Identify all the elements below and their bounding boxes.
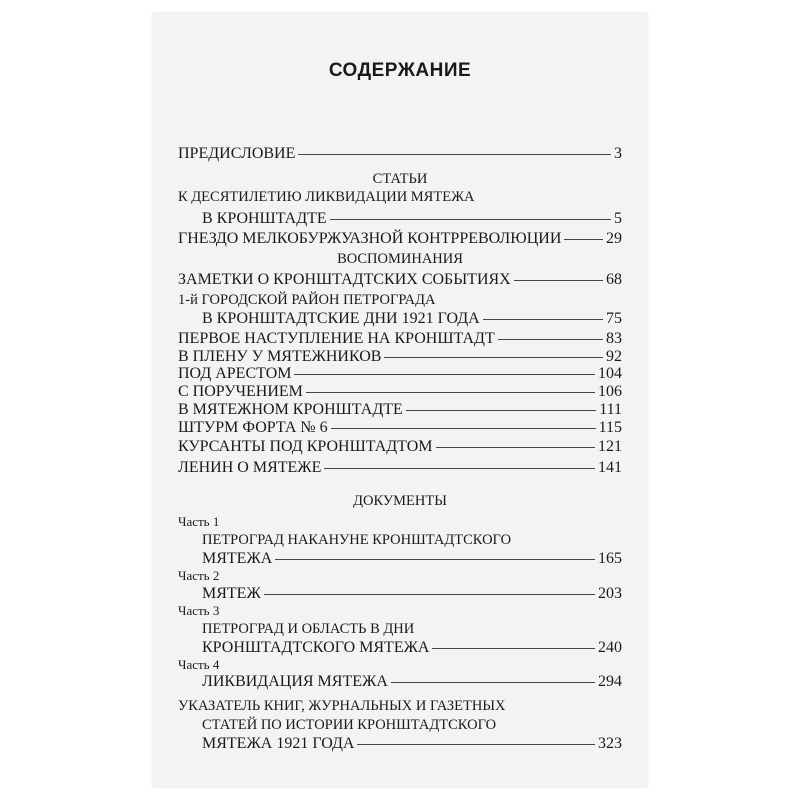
entry-title: МЯТЕЖА <box>202 550 273 567</box>
toc-entry-part-3 <box>202 639 622 657</box>
toc-entry-article-2 <box>178 230 622 248</box>
entry-title: КРОНШТАДТСКОГО МЯТЕЖА <box>202 639 430 656</box>
entry-title: ЛИКВИДАЦИЯ МЯТЕЖА <box>202 673 388 690</box>
book-page <box>152 12 648 788</box>
leader-dots <box>331 428 596 429</box>
leader-dots <box>406 410 596 411</box>
entry-title: ЗАМЕТКИ О КРОНШТАДТСКИХ СОБЫТИЯХ <box>178 271 511 288</box>
part-label: Часть 1 <box>178 514 220 529</box>
entry-title: В КРОНШТАДТСКИЕ ДНИ 1921 ГОДА <box>202 310 480 327</box>
entry-page: 141 <box>598 459 622 476</box>
leader-dots <box>498 339 603 340</box>
entry-title: ШТУРМ ФОРТА № 6 <box>178 419 328 436</box>
entry-title: МЯТЕЖ <box>202 585 261 602</box>
entry-title: С ПОРУЧЕНИЕМ <box>178 383 303 400</box>
leader-dots <box>564 239 603 240</box>
entry-page: 294 <box>598 673 622 690</box>
leader-dots <box>391 682 595 683</box>
toc-entry-memoir-3 <box>178 330 622 348</box>
entry-title: ГНЕЗДО МЕЛКОБУРЖУАЗНОЙ КОНТРРЕВОЛЮЦИИ <box>178 230 562 247</box>
leader-dots <box>264 594 595 595</box>
toc-entry-part-1 <box>202 550 622 568</box>
entry-page: 68 <box>606 271 622 288</box>
toc-title: СОДЕРЖАНИЕ <box>328 60 472 81</box>
toc-entry-memoir-10 <box>178 459 622 477</box>
entry-page: 83 <box>606 330 622 347</box>
entry-title: В ПЛЕНУ У МЯТЕЖНИКОВ <box>178 348 382 365</box>
leader-dots <box>324 468 595 469</box>
toc-entry-memoir-2 <box>202 310 622 328</box>
entry-page: 111 <box>599 401 622 418</box>
leader-dots <box>436 447 595 448</box>
entry-page: 104 <box>598 365 622 382</box>
toc-entry-memoir-1 <box>178 271 622 289</box>
entry-page: 115 <box>598 419 622 436</box>
section-heading-documents: ДОКУМЕНТЫ <box>353 493 447 509</box>
leader-dots <box>514 280 603 281</box>
toc-entry-line: 1-й ГОРОДСКОЙ РАЙОН ПЕТРОГРАДА <box>178 292 436 308</box>
entry-page: 5 <box>614 210 622 227</box>
leader-dots <box>275 559 595 560</box>
entry-title: В КРОНШТАДТЕ <box>202 210 327 227</box>
entry-title: ЛЕНИН О МЯТЕЖЕ <box>178 459 322 476</box>
part-label: Часть 3 <box>178 603 220 618</box>
toc-entry-line: СТАТЕЙ ПО ИСТОРИИ КРОНШТАДТСКОГО <box>202 717 497 733</box>
entry-title: ПЕРВОЕ НАСТУПЛЕНИЕ НА КРОНШТАДТ <box>178 330 495 347</box>
leader-dots <box>483 319 603 320</box>
leader-dots <box>330 219 611 220</box>
entry-page: 3 <box>614 145 622 162</box>
entry-title: В МЯТЕЖНОМ КРОНШТАДТЕ <box>178 401 403 418</box>
entry-title: КУРСАНТЫ ПОД КРОНШТАДТОМ <box>178 438 433 455</box>
leader-dots <box>306 392 595 393</box>
toc-entry-memoir-9 <box>178 438 622 456</box>
toc-entry-memoir-7 <box>178 401 622 419</box>
entry-page: 121 <box>598 438 622 455</box>
toc-entry-preface <box>178 145 622 163</box>
toc-entry-memoir-6 <box>178 383 622 401</box>
leader-dots <box>294 374 595 375</box>
entry-page: 323 <box>598 735 622 752</box>
toc-entry-memoir-8 <box>178 419 622 437</box>
toc-entry-line: УКАЗАТЕЛЬ КНИГ, ЖУРНАЛЬНЫХ И ГАЗЕТНЫХ <box>178 698 506 714</box>
toc-entry-line: ПЕТРОГРАД И ОБЛАСТЬ В ДНИ <box>202 621 415 637</box>
entry-page: 240 <box>598 639 622 656</box>
leader-dots <box>298 154 611 155</box>
entry-title: ПРЕДИСЛОВИЕ <box>178 145 296 162</box>
leader-dots <box>384 357 603 358</box>
toc-entry-memoir-5 <box>178 365 622 383</box>
toc-entry-line: К ДЕСЯТИЛЕТИЮ ЛИКВИДАЦИИ МЯТЕЖА <box>178 189 475 205</box>
toc-entry-line: ПЕТРОГРАД НАКАНУНЕ КРОНШТАДТСКОГО <box>202 532 512 548</box>
toc-entry-memoir-4 <box>178 348 622 366</box>
entry-page: 106 <box>598 383 622 400</box>
leader-dots <box>432 648 595 649</box>
entry-page: 75 <box>606 310 622 327</box>
toc-entry-part-2 <box>202 585 622 603</box>
entry-page: 165 <box>598 550 622 567</box>
section-heading-articles: СТАТЬИ <box>372 171 428 187</box>
entry-title: ПОД АРЕСТОМ <box>178 365 292 382</box>
entry-page: 203 <box>598 585 622 602</box>
entry-title: МЯТЕЖА 1921 ГОДА <box>202 735 355 752</box>
entry-page: 92 <box>606 348 622 365</box>
part-label: Часть 2 <box>178 568 220 583</box>
toc-entry-article-1 <box>202 210 622 228</box>
section-heading-memoirs: ВОСПОМИНАНИЯ <box>337 251 463 267</box>
part-label: Часть 4 <box>178 657 220 672</box>
toc-entry-part-4 <box>202 673 622 691</box>
entry-page: 29 <box>606 230 622 247</box>
toc-entry-index <box>202 735 622 753</box>
leader-dots <box>357 744 595 745</box>
